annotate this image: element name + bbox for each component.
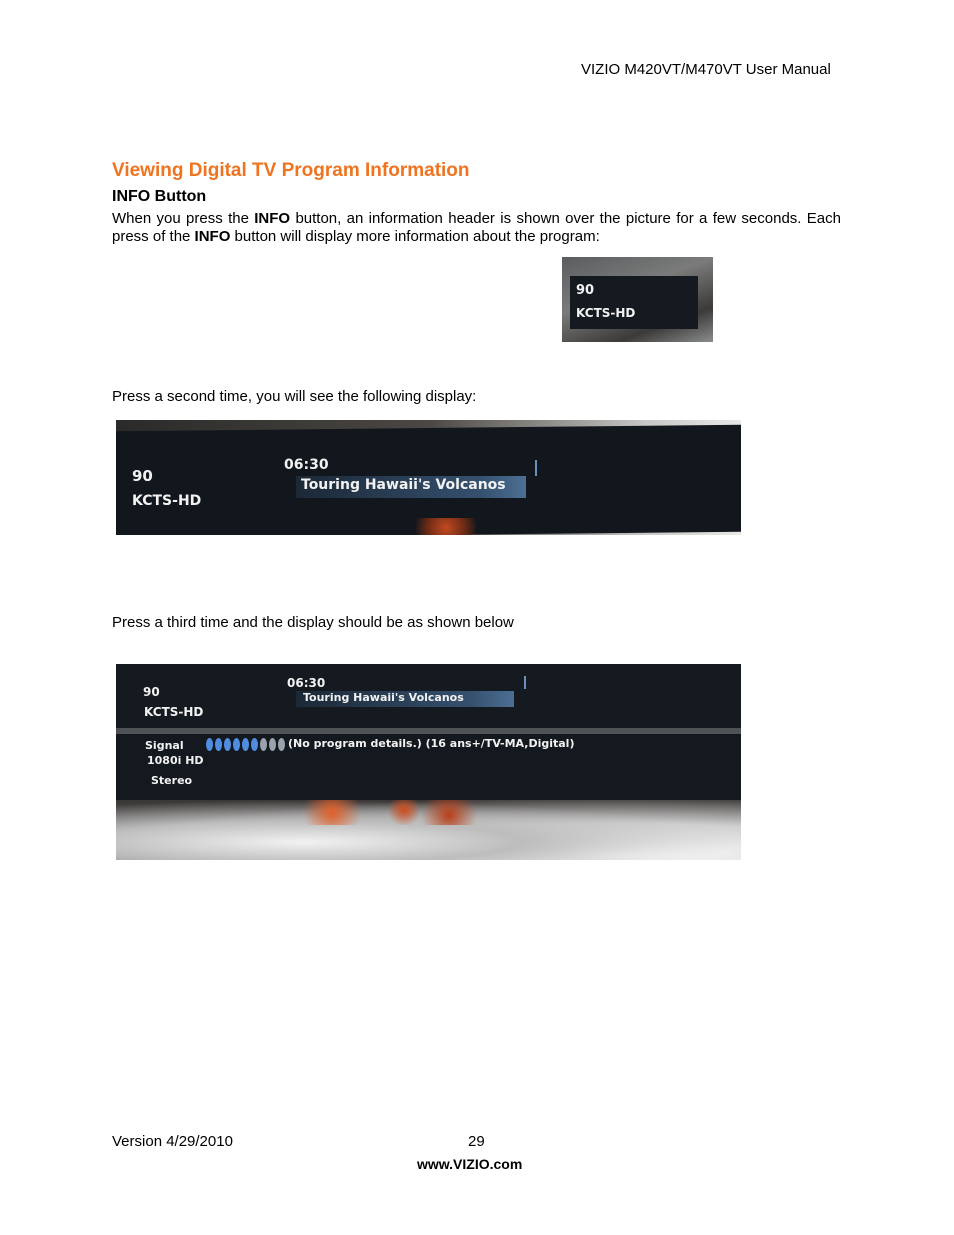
screenshot-info-first-press <box>562 257 713 342</box>
lava-glow <box>416 518 476 535</box>
signal-dot <box>260 738 267 751</box>
signal-dot <box>233 738 240 751</box>
signal-dot <box>269 738 276 751</box>
lava-sparks <box>296 800 476 825</box>
signal-dot <box>206 738 213 751</box>
osd-audio-mode: Stereo <box>151 774 193 787</box>
osd-channel-number: 90 <box>576 283 595 298</box>
osd-program-time: 06:30 <box>287 676 326 690</box>
signal-dot <box>242 738 249 751</box>
footer-page-number: 29 <box>468 1133 485 1150</box>
para-text-e: button will display more information about the program: <box>230 228 600 245</box>
manual-title: VIZIO M420VT/M470VT User Manual <box>581 61 831 78</box>
osd-channel-number: 90 <box>132 467 153 485</box>
footer-version: Version 4/29/2010 <box>112 1133 233 1150</box>
footer-url: www.VIZIO.com <box>417 1156 523 1172</box>
caption-third-press: Press a third time and the display should be as shown below <box>112 614 514 631</box>
osd-program-title: Touring Hawaii's Volcanos <box>303 691 464 704</box>
signal-dot <box>215 738 222 751</box>
osd-divider <box>535 460 537 476</box>
osd-signal-label: Signal <box>145 739 184 752</box>
osd-program-time: 06:30 <box>284 457 329 473</box>
screenshot-info-second-press <box>116 420 741 535</box>
osd-divider <box>524 676 526 689</box>
section-title: Viewing Digital TV Program Information <box>112 160 470 181</box>
signal-dot <box>224 738 231 751</box>
para-text-c: button, an information header is shown over the picture for a few seconds. Each press of the <box>112 210 841 245</box>
signal-dot <box>251 738 258 751</box>
para-text-a: When you press the <box>112 210 255 227</box>
intro-paragraph <box>112 210 841 246</box>
signal-strength-meter <box>206 738 287 756</box>
osd-program-title: Touring Hawaii's Volcanos <box>301 477 506 493</box>
osd-station-name: KCTS-HD <box>132 493 202 509</box>
info-keyword: INFO <box>194 228 231 245</box>
osd-resolution: 1080i HD <box>147 754 204 767</box>
osd-station-name: KCTS-HD <box>144 705 204 719</box>
screenshot-info-third-press <box>116 664 741 860</box>
osd-station-name: KCTS-HD <box>576 306 636 320</box>
info-keyword: INFO <box>254 210 291 227</box>
caption-second-press: Press a second time, you will see the following display: <box>112 388 477 405</box>
osd-program-details: (No program details.) (16 ans+/TV-MA,Digital) <box>288 737 575 750</box>
section-subtitle: INFO Button <box>112 188 207 205</box>
osd-channel-number: 90 <box>143 685 160 699</box>
signal-dot <box>278 738 285 751</box>
